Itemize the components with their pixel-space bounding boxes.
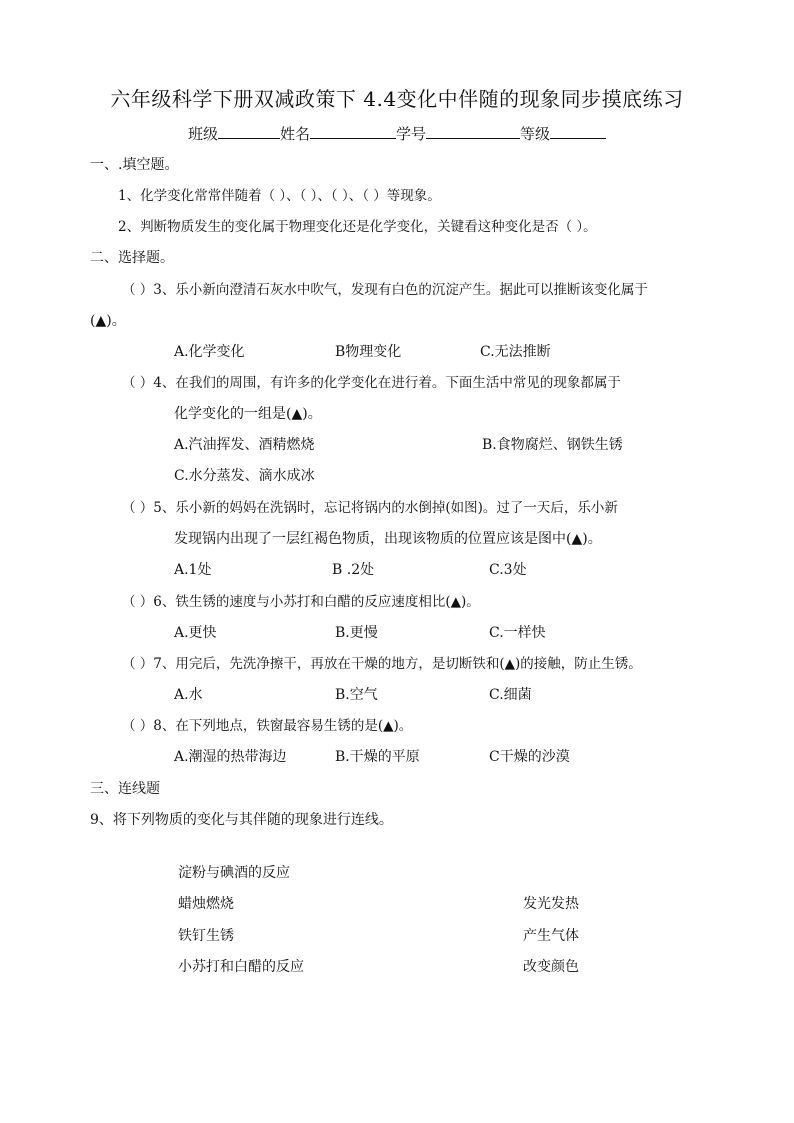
section-matching-heading: 三、连线题	[90, 781, 160, 797]
q8-option-a[interactable]: A.潮湿的热带海边	[174, 749, 287, 765]
class-blank[interactable]	[218, 124, 280, 139]
match-right-item[interactable]: 发光发热	[523, 896, 579, 912]
question-3-line1: （ ）3、乐小新向澄清石灰水中吹气，发现有白色的沉淀产生。据此可以推断该变化属于	[122, 282, 648, 298]
q5-option-a[interactable]: A.1处	[174, 562, 212, 578]
class-label: 班级	[187, 125, 218, 143]
q4-option-c[interactable]: C.水分蒸发、滴水成冰	[174, 468, 315, 484]
question-2: 2、判断物质发生的变化属于物理变化还是化学变化，关键看这种变化是否（ ）。	[118, 219, 597, 235]
q6-option-a[interactable]: A.更快	[174, 625, 217, 641]
section-choice-heading: 二、选择题。	[90, 250, 174, 266]
question-6-line1: （ ）6、铁生锈的速度与小苏打和白醋的反应速度相比(▲)。	[122, 594, 480, 610]
q5-option-b[interactable]: B .2处	[332, 562, 375, 578]
q5-option-c[interactable]: C.3处	[489, 562, 527, 578]
question-7-line1: （ ）7、用完后，先洗净擦干，再放在干燥的地方，是切断铁和(▲)的接触，防止生锈。	[122, 656, 642, 672]
q4-option-b[interactable]: B.食物腐烂、钢铁生锈	[482, 437, 623, 453]
match-left-item[interactable]: 小苏打和白醋的反应	[178, 959, 304, 975]
q3-option-c[interactable]: C.无法推断	[480, 344, 551, 360]
match-left-item[interactable]: 蜡烛燃烧	[178, 896, 234, 912]
match-right-item[interactable]: 产生气体	[523, 928, 579, 944]
match-right-item[interactable]: 改变颜色	[523, 959, 579, 975]
section-fill-heading: 一、.填空题。	[90, 157, 179, 173]
student-info-row	[0, 124, 794, 144]
q7-option-a[interactable]: A.水	[174, 687, 203, 703]
number-blank[interactable]	[426, 124, 520, 139]
q3-option-a[interactable]: A.化学变化	[174, 344, 245, 360]
question-4-line2: 化学变化的一组是(▲)。	[174, 406, 322, 422]
q3-option-b[interactable]: B物理变化	[335, 344, 402, 360]
q8-option-c[interactable]: C干燥的沙漠	[489, 749, 570, 765]
q7-option-b[interactable]: B.空气	[335, 687, 378, 703]
grade-label: 等级	[520, 125, 551, 143]
question-4-line1: （ ）4、在我们的周围，有许多的化学变化在进行着。下面生活中常见的现象都属于	[122, 375, 621, 391]
q6-option-c[interactable]: C.一样快	[489, 625, 546, 641]
question-5-line2: 发现锅内出现了一层红褐色物质，出现该物质的位置应该是图中(▲)。	[174, 531, 602, 547]
q6-option-b[interactable]: B.更慢	[335, 625, 378, 641]
grade-blank[interactable]	[550, 124, 606, 139]
question-3-line2: (▲)。	[90, 313, 126, 329]
name-label: 姓名	[279, 125, 310, 143]
name-blank[interactable]	[310, 124, 396, 139]
question-1: 1、化学变化常常伴随着（ ）、（ ）、（ ）、（ ）等现象。	[118, 188, 441, 204]
question-9: 9、将下列物质的变化与其伴随的现象进行连线。	[90, 812, 393, 828]
match-left-item[interactable]: 铁钉生锈	[178, 928, 234, 944]
question-5-line1: （ ）5、乐小新的妈妈在洗锅时，忘记将锅内的水倒掉(如图)。过了一天后，乐小新	[122, 500, 618, 516]
q4-option-a[interactable]: A.汽油挥发、酒精燃烧	[174, 437, 315, 453]
question-8-line1: （ ）8、在下列地点，铁窗最容易生锈的是(▲)。	[122, 718, 413, 734]
q8-option-b[interactable]: B.干燥的平原	[335, 749, 420, 765]
match-left-item[interactable]: 淀粉与碘酒的反应	[178, 865, 290, 881]
page-title: 六年级科学下册双减政策下 4.4变化中伴随的现象同步摸底练习	[110, 87, 684, 111]
q7-option-c[interactable]: C.细菌	[489, 687, 532, 703]
number-label: 学号	[396, 125, 427, 143]
